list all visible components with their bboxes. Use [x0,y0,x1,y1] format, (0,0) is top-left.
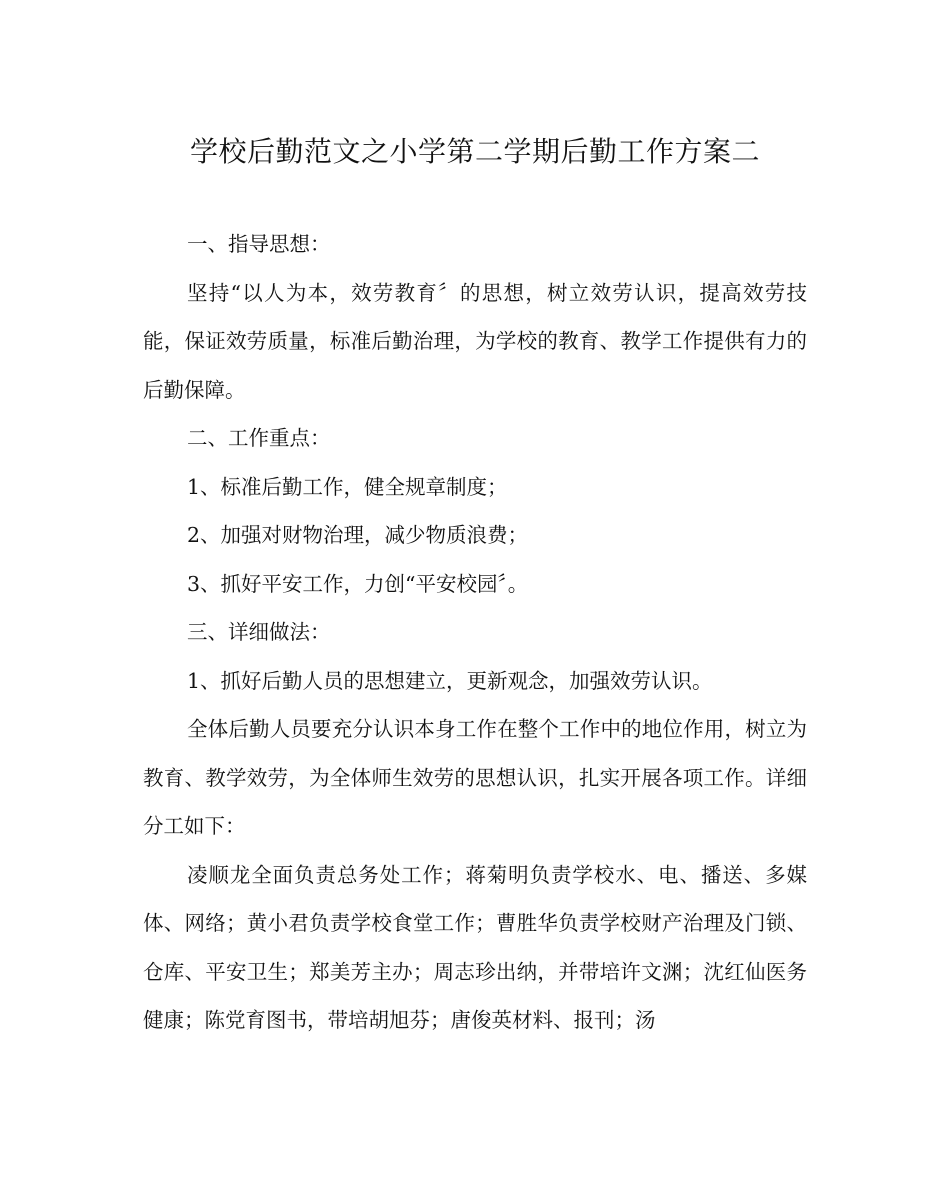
section-heading-guiding-thought: 一、指导思想： [187,232,331,256]
section-heading-practices: 三、详细做法： [187,620,331,644]
paragraph-staff-awareness: 全体后勤人员要充分认识本身工作在整个工作中的地位作用，树立为教育、教学效劳，为全体师生效劳的思想认识，扎实开展各项工作。详细分工如下： [143,717,807,838]
paragraph-division-of-labor: 凌顺龙全面负责总务处工作；蒋菊明负责学校水、电、播送、多媒体、网络；黄小君负责学校食堂工作；曹胜华负责学校财产治理及门锁、仓库、平安卫生；郑美芳主办；周志珍出纳，并带培许文渊；沈红仙医务健康；陈党育图书，带培胡旭芬；唐俊英材料、报刊；汤 [143,862,807,1032]
list-item-practice-1: 1、抓好后勤人员的思想建立，更新观念，加强效劳认识。 [187,668,713,693]
document-title: 学校后勤范文之小学第二学期后勤工作方案二 [189,135,760,168]
list-item-focus-1: 1、标准后勤工作，健全规章制度； [187,474,508,499]
section-heading-work-focus: 二、工作重点： [187,426,331,450]
document-body [143,220,807,1045]
list-item-focus-2: 2、加强对财物治理，减少物质浪费； [187,523,529,547]
list-item-focus-3: 3、抓好平安工作，力创“平安校园〞。 [187,571,529,596]
paragraph-guiding-thought: 坚持“以人为本，效劳教育〞的思想，树立效劳认识，提高效劳技能，保证效劳质量，标准后勤治理，为学校的教育、教学工作提供有力的后勤保障。 [143,280,807,402]
